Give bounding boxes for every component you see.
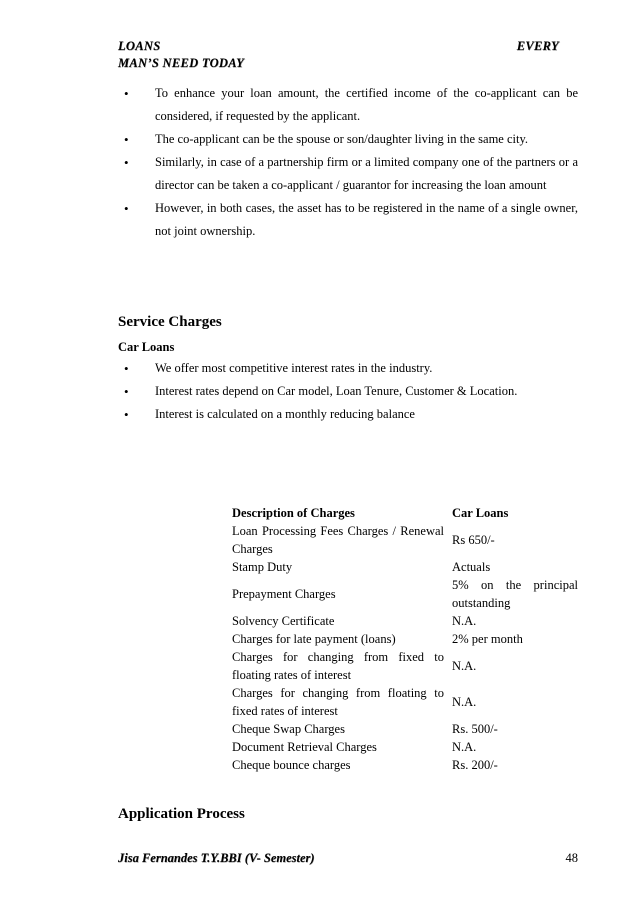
- table-row: [232, 720, 578, 738]
- charges-table: [232, 504, 578, 774]
- column-header-description: Description of Charges: [232, 506, 355, 520]
- table-row: [232, 558, 578, 576]
- charge-description: Cheque bounce charges: [232, 758, 351, 772]
- header-subtitle: MAN’S NEED TODAY: [118, 56, 245, 70]
- list-item: • Interest rates depend on Car model, Loan Tenure, Customer & Location.: [118, 380, 578, 403]
- bullet-icon: •: [124, 155, 129, 170]
- charge-value: Actuals: [452, 560, 491, 574]
- bullet-icon: •: [124, 86, 129, 101]
- car-loans-bullet-list: [118, 357, 578, 426]
- co-applicant-bullet-list: [118, 82, 578, 243]
- charge-value: Rs 650/-: [452, 533, 495, 547]
- table-row: [232, 756, 578, 774]
- section-title-application-process: Application Process: [118, 806, 245, 822]
- table-row: [232, 522, 578, 558]
- table-row: [232, 684, 578, 720]
- charge-value: Rs. 200/-: [452, 758, 498, 772]
- list-item: • However, in both cases, the asset has to be registered in the name of a single owner, not joint ownership.: [118, 197, 578, 243]
- charge-description: Charges for changing from fixed to floating rates of interest: [232, 650, 444, 682]
- page-number: 48: [565, 851, 578, 865]
- charge-description: Document Retrieval Charges: [232, 740, 377, 754]
- charge-description: Loan Processing Fees Charges / Renewal Charges: [232, 524, 444, 556]
- charge-value: N.A.: [452, 740, 477, 754]
- charge-value: N.A.: [452, 614, 477, 628]
- subsection-title-car-loans: Car Loans: [118, 340, 175, 354]
- column-header-car-loans: Car Loans: [452, 506, 509, 520]
- bullet-icon: •: [124, 361, 129, 376]
- charge-value: Rs. 500/-: [452, 722, 498, 736]
- charge-value: 5% on the principal outstanding: [452, 578, 578, 610]
- charge-description: Charges for changing from floating to fixed rates of interest: [232, 686, 444, 718]
- charge-description: Charges for late payment (loans): [232, 632, 396, 646]
- list-item: • Similarly, in case of a partnership firm or a limited company one of the partners or a director can be taken a co-applicant / guarantor for increasing the loan amount: [118, 151, 578, 197]
- table-header-row: [232, 504, 578, 522]
- table-row: [232, 648, 578, 684]
- table-row: [232, 738, 578, 756]
- bullet-icon: •: [124, 132, 129, 147]
- charge-description: Solvency Certificate: [232, 614, 335, 628]
- table-row: [232, 576, 578, 612]
- list-item: • We offer most competitive interest rates in the industry.: [118, 357, 578, 380]
- table-row: [232, 630, 578, 648]
- charge-description: Prepayment Charges: [232, 587, 336, 601]
- bullet-icon: •: [124, 384, 129, 399]
- header-title-right: EVERY: [516, 39, 559, 53]
- footer-author: Jisa Fernandes T.Y.BBI (V- Semester): [118, 851, 315, 865]
- list-item: • The co-applicant can be the spouse or son/daughter living in the same city.: [118, 128, 578, 151]
- charge-value: N.A.: [452, 659, 477, 673]
- charge-value: N.A.: [452, 695, 477, 709]
- header-title: LOANS: [118, 39, 161, 53]
- table-row: [232, 612, 578, 630]
- bullet-icon: •: [124, 201, 129, 216]
- bullet-icon: •: [124, 407, 129, 422]
- charge-description: Cheque Swap Charges: [232, 722, 345, 736]
- list-item: • Interest is calculated on a monthly reducing balance: [118, 403, 578, 426]
- charge-description: Stamp Duty: [232, 560, 293, 574]
- section-title-service-charges: Service Charges: [118, 314, 222, 330]
- charge-value: 2% per month: [452, 632, 523, 646]
- list-item: • To enhance your loan amount, the certified income of the co-applicant can be considered, if requested by the applicant.: [118, 82, 578, 128]
